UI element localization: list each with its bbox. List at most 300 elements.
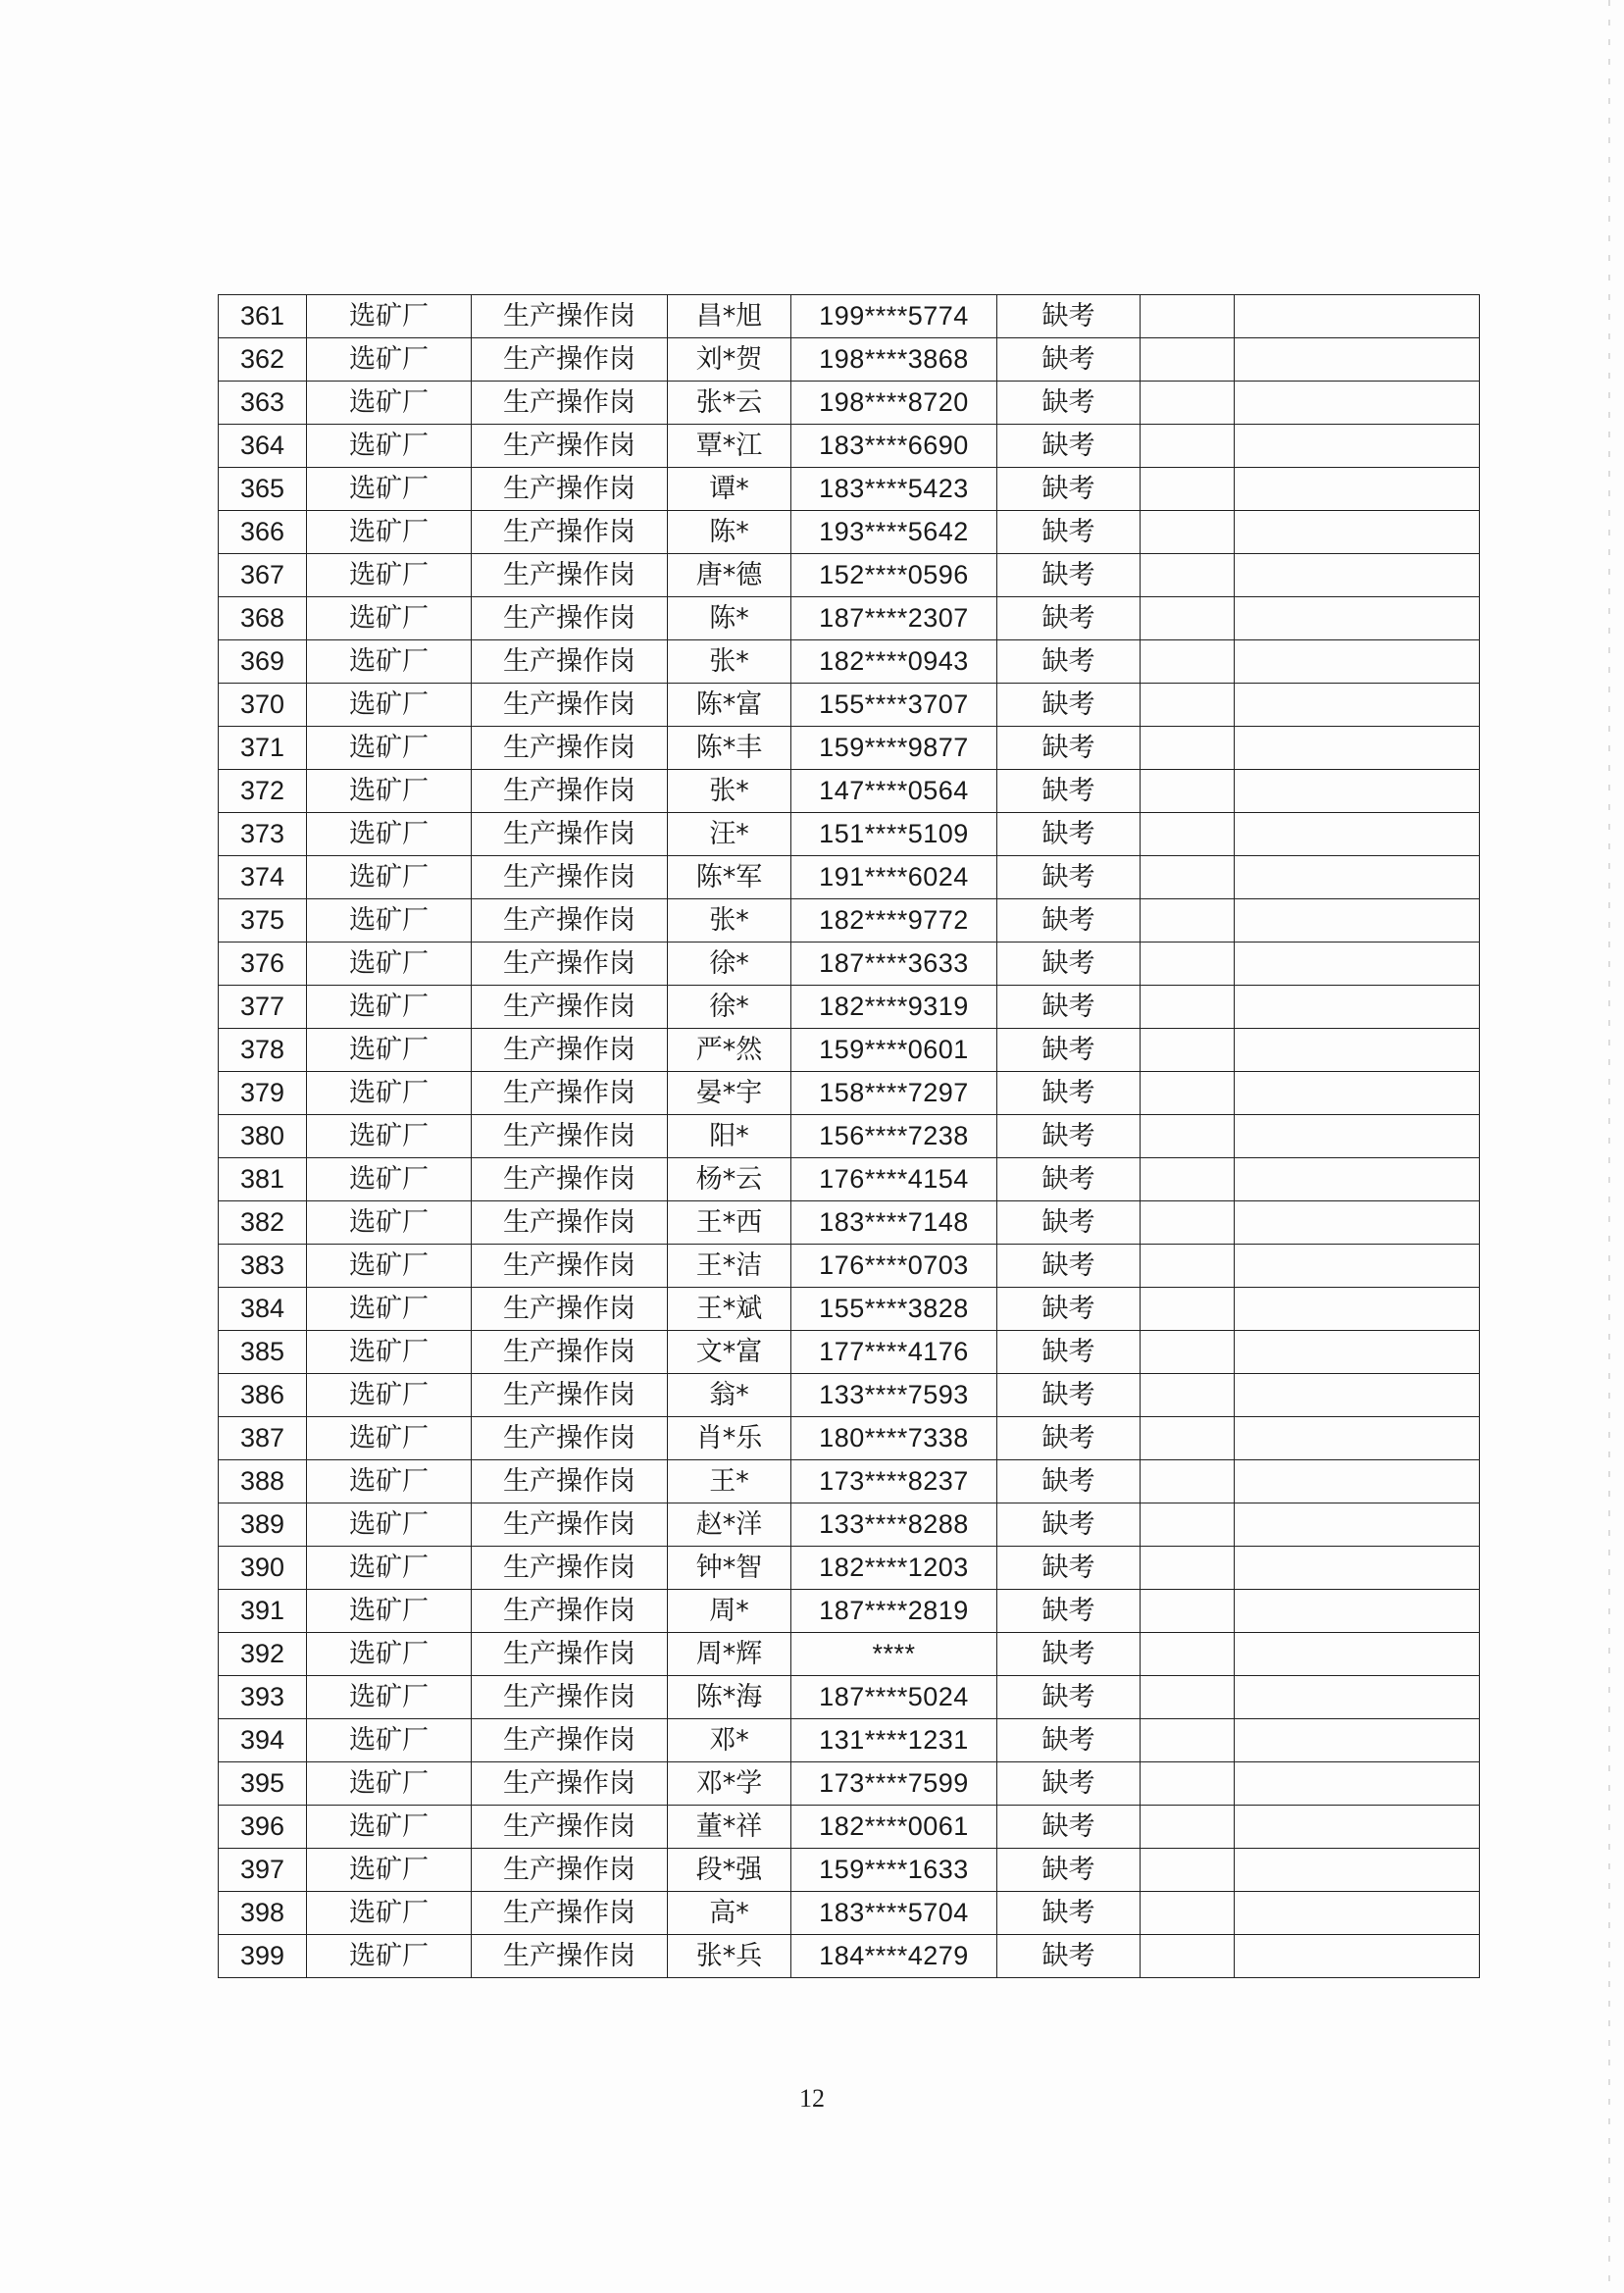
name-cell: 邓* [668, 1719, 791, 1762]
department-cell: 选矿厂 [307, 1762, 472, 1806]
row-number-cell: 384 [219, 1288, 307, 1331]
position-cell: 生产操作岗 [472, 295, 668, 338]
phone-cell: 182****9319 [791, 986, 997, 1029]
status-cell: 缺考 [997, 899, 1141, 943]
row-number-cell: 377 [219, 986, 307, 1029]
phone-cell: 176****4154 [791, 1158, 997, 1201]
department-cell: 选矿厂 [307, 511, 472, 554]
position-cell: 生产操作岗 [472, 1503, 668, 1547]
position-cell: 生产操作岗 [472, 1762, 668, 1806]
status-cell: 缺考 [997, 1460, 1141, 1503]
department-cell: 选矿厂 [307, 382, 472, 425]
department-cell: 选矿厂 [307, 1547, 472, 1590]
status-cell: 缺考 [997, 1590, 1141, 1633]
table-row [219, 1029, 1480, 1072]
name-cell: 张* [668, 770, 791, 813]
position-cell: 生产操作岗 [472, 1374, 668, 1417]
phone-cell: 183****5423 [791, 468, 997, 511]
status-cell: 缺考 [997, 382, 1141, 425]
name-cell: 徐* [668, 943, 791, 986]
table-row [219, 856, 1480, 899]
blank-cell [1141, 1719, 1235, 1762]
blank-cell [1141, 382, 1235, 425]
row-number-cell: 366 [219, 511, 307, 554]
status-cell: 缺考 [997, 684, 1141, 727]
row-number-cell: 391 [219, 1590, 307, 1633]
phone-cell: 131****1231 [791, 1719, 997, 1762]
blank-cell [1141, 1029, 1235, 1072]
department-cell: 选矿厂 [307, 986, 472, 1029]
blank-cell [1235, 856, 1480, 899]
name-cell: 段*强 [668, 1849, 791, 1892]
name-cell: 王*斌 [668, 1288, 791, 1331]
blank-cell [1235, 1245, 1480, 1288]
blank-cell [1141, 425, 1235, 468]
blank-cell [1141, 1849, 1235, 1892]
blank-cell [1235, 1676, 1480, 1719]
phone-cell: 158****7297 [791, 1072, 997, 1115]
blank-cell [1235, 1935, 1480, 1978]
status-cell: 缺考 [997, 1892, 1141, 1935]
blank-cell [1235, 425, 1480, 468]
blank-cell [1141, 1935, 1235, 1978]
position-cell: 生产操作岗 [472, 338, 668, 382]
row-number-cell: 367 [219, 554, 307, 597]
status-cell: 缺考 [997, 986, 1141, 1029]
name-cell: 邓*学 [668, 1762, 791, 1806]
blank-cell [1141, 727, 1235, 770]
blank-cell [1141, 943, 1235, 986]
status-cell: 缺考 [997, 1158, 1141, 1201]
position-cell: 生产操作岗 [472, 468, 668, 511]
status-cell: 缺考 [997, 1676, 1141, 1719]
position-cell: 生产操作岗 [472, 554, 668, 597]
blank-cell [1235, 1158, 1480, 1201]
row-number-cell: 368 [219, 597, 307, 640]
department-cell: 选矿厂 [307, 813, 472, 856]
department-cell: 选矿厂 [307, 1072, 472, 1115]
blank-cell [1141, 554, 1235, 597]
row-number-cell: 375 [219, 899, 307, 943]
name-cell: 晏*宇 [668, 1072, 791, 1115]
phone-cell: 187****5024 [791, 1676, 997, 1719]
blank-cell [1141, 856, 1235, 899]
blank-cell [1235, 511, 1480, 554]
table-row [219, 770, 1480, 813]
position-cell: 生产操作岗 [472, 1935, 668, 1978]
name-cell: 陈* [668, 511, 791, 554]
page-number: 12 [799, 2084, 825, 2113]
phone-cell: 183****6690 [791, 425, 997, 468]
blank-cell [1235, 1417, 1480, 1460]
department-cell: 选矿厂 [307, 1158, 472, 1201]
phone-cell: **** [791, 1633, 997, 1676]
table-row [219, 1288, 1480, 1331]
blank-cell [1141, 1201, 1235, 1245]
status-cell: 缺考 [997, 1633, 1141, 1676]
department-cell: 选矿厂 [307, 856, 472, 899]
blank-cell [1235, 727, 1480, 770]
department-cell: 选矿厂 [307, 1849, 472, 1892]
position-cell: 生产操作岗 [472, 1029, 668, 1072]
position-cell: 生产操作岗 [472, 1417, 668, 1460]
row-number-cell: 362 [219, 338, 307, 382]
blank-cell [1235, 899, 1480, 943]
table-row [219, 1892, 1480, 1935]
blank-cell [1141, 1762, 1235, 1806]
row-number-cell: 390 [219, 1547, 307, 1590]
department-cell: 选矿厂 [307, 1288, 472, 1331]
name-cell: 陈* [668, 597, 791, 640]
table-row [219, 1935, 1480, 1978]
blank-cell [1235, 1590, 1480, 1633]
table-row [219, 1072, 1480, 1115]
blank-cell [1141, 468, 1235, 511]
phone-cell: 187****2307 [791, 597, 997, 640]
position-cell: 生产操作岗 [472, 425, 668, 468]
name-cell: 周*辉 [668, 1633, 791, 1676]
department-cell: 选矿厂 [307, 1201, 472, 1245]
status-cell: 缺考 [997, 1503, 1141, 1547]
position-cell: 生产操作岗 [472, 1201, 668, 1245]
name-cell: 汪* [668, 813, 791, 856]
department-cell: 选矿厂 [307, 1460, 472, 1503]
department-cell: 选矿厂 [307, 554, 472, 597]
name-cell: 昌*旭 [668, 295, 791, 338]
row-number-cell: 361 [219, 295, 307, 338]
phone-cell: 182****9772 [791, 899, 997, 943]
position-cell: 生产操作岗 [472, 1633, 668, 1676]
status-cell: 缺考 [997, 597, 1141, 640]
phone-cell: 176****0703 [791, 1245, 997, 1288]
status-cell: 缺考 [997, 1374, 1141, 1417]
position-cell: 生产操作岗 [472, 382, 668, 425]
status-cell: 缺考 [997, 1245, 1141, 1288]
position-cell: 生产操作岗 [472, 770, 668, 813]
status-cell: 缺考 [997, 1072, 1141, 1115]
status-cell: 缺考 [997, 943, 1141, 986]
position-cell: 生产操作岗 [472, 899, 668, 943]
table-row [219, 1115, 1480, 1158]
position-cell: 生产操作岗 [472, 1849, 668, 1892]
row-number-cell: 387 [219, 1417, 307, 1460]
status-cell: 缺考 [997, 338, 1141, 382]
status-cell: 缺考 [997, 468, 1141, 511]
table-row [219, 813, 1480, 856]
status-cell: 缺考 [997, 1935, 1141, 1978]
table-row [219, 684, 1480, 727]
row-number-cell: 363 [219, 382, 307, 425]
blank-cell [1141, 1503, 1235, 1547]
row-number-cell: 394 [219, 1719, 307, 1762]
table-row [219, 1460, 1480, 1503]
table-row [219, 1806, 1480, 1849]
department-cell: 选矿厂 [307, 899, 472, 943]
position-cell: 生产操作岗 [472, 597, 668, 640]
phone-cell: 182****1203 [791, 1547, 997, 1590]
status-cell: 缺考 [997, 1849, 1141, 1892]
blank-cell [1141, 1331, 1235, 1374]
blank-cell [1141, 1460, 1235, 1503]
blank-cell [1235, 1547, 1480, 1590]
blank-cell [1235, 1115, 1480, 1158]
row-number-cell: 365 [219, 468, 307, 511]
blank-cell [1235, 1503, 1480, 1547]
position-cell: 生产操作岗 [472, 1547, 668, 1590]
status-cell: 缺考 [997, 1762, 1141, 1806]
scan-edge-mark [1608, 0, 1610, 2293]
row-number-cell: 374 [219, 856, 307, 899]
name-cell: 覃*江 [668, 425, 791, 468]
phone-cell: 156****7238 [791, 1115, 997, 1158]
position-cell: 生产操作岗 [472, 727, 668, 770]
blank-cell [1235, 382, 1480, 425]
table-row [219, 899, 1480, 943]
status-cell: 缺考 [997, 511, 1141, 554]
row-number-cell: 372 [219, 770, 307, 813]
row-number-cell: 388 [219, 1460, 307, 1503]
table-row [219, 1676, 1480, 1719]
position-cell: 生产操作岗 [472, 1806, 668, 1849]
table-row [219, 943, 1480, 986]
status-cell: 缺考 [997, 856, 1141, 899]
name-cell: 严*然 [668, 1029, 791, 1072]
table-row [219, 597, 1480, 640]
department-cell: 选矿厂 [307, 1590, 472, 1633]
phone-cell: 159****1633 [791, 1849, 997, 1892]
department-cell: 选矿厂 [307, 1935, 472, 1978]
position-cell: 生产操作岗 [472, 1460, 668, 1503]
position-cell: 生产操作岗 [472, 684, 668, 727]
table-row [219, 640, 1480, 684]
row-number-cell: 392 [219, 1633, 307, 1676]
phone-cell: 180****7338 [791, 1417, 997, 1460]
position-cell: 生产操作岗 [472, 1115, 668, 1158]
blank-cell [1235, 1806, 1480, 1849]
department-cell: 选矿厂 [307, 1806, 472, 1849]
position-cell: 生产操作岗 [472, 511, 668, 554]
row-number-cell: 380 [219, 1115, 307, 1158]
table-row [219, 1503, 1480, 1547]
blank-cell [1141, 813, 1235, 856]
row-number-cell: 371 [219, 727, 307, 770]
row-number-cell: 398 [219, 1892, 307, 1935]
department-cell: 选矿厂 [307, 1331, 472, 1374]
phone-cell: 187****3633 [791, 943, 997, 986]
phone-cell: 182****0061 [791, 1806, 997, 1849]
row-number-cell: 396 [219, 1806, 307, 1849]
blank-cell [1141, 295, 1235, 338]
roster-table-body [219, 295, 1480, 1978]
phone-cell: 198****3868 [791, 338, 997, 382]
blank-cell [1141, 511, 1235, 554]
phone-cell: 133****8288 [791, 1503, 997, 1547]
department-cell: 选矿厂 [307, 1503, 472, 1547]
row-number-cell: 389 [219, 1503, 307, 1547]
blank-cell [1141, 1072, 1235, 1115]
name-cell: 陈*海 [668, 1676, 791, 1719]
department-cell: 选矿厂 [307, 338, 472, 382]
phone-cell: 198****8720 [791, 382, 997, 425]
name-cell: 张*兵 [668, 1935, 791, 1978]
phone-cell: 173****7599 [791, 1762, 997, 1806]
row-number-cell: 399 [219, 1935, 307, 1978]
department-cell: 选矿厂 [307, 468, 472, 511]
blank-cell [1235, 684, 1480, 727]
blank-cell [1235, 597, 1480, 640]
position-cell: 生产操作岗 [472, 813, 668, 856]
blank-cell [1141, 1806, 1235, 1849]
table-row [219, 1633, 1480, 1676]
department-cell: 选矿厂 [307, 727, 472, 770]
row-number-cell: 379 [219, 1072, 307, 1115]
position-cell: 生产操作岗 [472, 856, 668, 899]
name-cell: 肖*乐 [668, 1417, 791, 1460]
blank-cell [1235, 943, 1480, 986]
blank-cell [1235, 1849, 1480, 1892]
position-cell: 生产操作岗 [472, 1245, 668, 1288]
phone-cell: 193****5642 [791, 511, 997, 554]
phone-cell: 177****4176 [791, 1331, 997, 1374]
name-cell: 陈*富 [668, 684, 791, 727]
phone-cell: 191****6024 [791, 856, 997, 899]
department-cell: 选矿厂 [307, 640, 472, 684]
phone-cell: 173****8237 [791, 1460, 997, 1503]
position-cell: 生产操作岗 [472, 986, 668, 1029]
table-row [219, 1590, 1480, 1633]
phone-cell: 155****3828 [791, 1288, 997, 1331]
table-row [219, 1762, 1480, 1806]
blank-cell [1235, 1288, 1480, 1331]
status-cell: 缺考 [997, 727, 1141, 770]
department-cell: 选矿厂 [307, 1633, 472, 1676]
department-cell: 选矿厂 [307, 1115, 472, 1158]
phone-cell: 183****5704 [791, 1892, 997, 1935]
phone-cell: 187****2819 [791, 1590, 997, 1633]
blank-cell [1141, 1417, 1235, 1460]
blank-cell [1141, 1676, 1235, 1719]
department-cell: 选矿厂 [307, 295, 472, 338]
row-number-cell: 376 [219, 943, 307, 986]
blank-cell [1235, 554, 1480, 597]
status-cell: 缺考 [997, 1547, 1141, 1590]
name-cell: 陈*丰 [668, 727, 791, 770]
status-cell: 缺考 [997, 554, 1141, 597]
status-cell: 缺考 [997, 640, 1141, 684]
row-number-cell: 370 [219, 684, 307, 727]
name-cell: 杨*云 [668, 1158, 791, 1201]
phone-cell: 184****4279 [791, 1935, 997, 1978]
table-row [219, 1158, 1480, 1201]
department-cell: 选矿厂 [307, 943, 472, 986]
name-cell: 高* [668, 1892, 791, 1935]
row-number-cell: 382 [219, 1201, 307, 1245]
blank-cell [1235, 640, 1480, 684]
row-number-cell: 381 [219, 1158, 307, 1201]
name-cell: 谭* [668, 468, 791, 511]
blank-cell [1141, 1892, 1235, 1935]
blank-cell [1141, 597, 1235, 640]
phone-cell: 159****9877 [791, 727, 997, 770]
table-row [219, 1245, 1480, 1288]
department-cell: 选矿厂 [307, 1892, 472, 1935]
row-number-cell: 386 [219, 1374, 307, 1417]
roster-table-wrapper [218, 294, 1479, 1978]
blank-cell [1235, 770, 1480, 813]
blank-cell [1141, 1158, 1235, 1201]
row-number-cell: 369 [219, 640, 307, 684]
blank-cell [1141, 338, 1235, 382]
name-cell: 钟*智 [668, 1547, 791, 1590]
blank-cell [1235, 1029, 1480, 1072]
name-cell: 张*云 [668, 382, 791, 425]
status-cell: 缺考 [997, 1806, 1141, 1849]
blank-cell [1235, 468, 1480, 511]
status-cell: 缺考 [997, 1288, 1141, 1331]
phone-cell: 151****5109 [791, 813, 997, 856]
blank-cell [1141, 1590, 1235, 1633]
position-cell: 生产操作岗 [472, 943, 668, 986]
row-number-cell: 395 [219, 1762, 307, 1806]
blank-cell [1235, 1633, 1480, 1676]
table-row [219, 1417, 1480, 1460]
phone-cell: 182****0943 [791, 640, 997, 684]
name-cell: 董*祥 [668, 1806, 791, 1849]
position-cell: 生产操作岗 [472, 1158, 668, 1201]
name-cell: 翁* [668, 1374, 791, 1417]
blank-cell [1141, 1245, 1235, 1288]
position-cell: 生产操作岗 [472, 1331, 668, 1374]
department-cell: 选矿厂 [307, 1245, 472, 1288]
blank-cell [1235, 813, 1480, 856]
table-row [219, 1201, 1480, 1245]
row-number-cell: 385 [219, 1331, 307, 1374]
name-cell: 张* [668, 899, 791, 943]
table-row [219, 382, 1480, 425]
table-row [219, 338, 1480, 382]
blank-cell [1141, 899, 1235, 943]
table-row [219, 295, 1480, 338]
status-cell: 缺考 [997, 1115, 1141, 1158]
department-cell: 选矿厂 [307, 1374, 472, 1417]
status-cell: 缺考 [997, 813, 1141, 856]
status-cell: 缺考 [997, 1029, 1141, 1072]
name-cell: 赵*洋 [668, 1503, 791, 1547]
name-cell: 王*西 [668, 1201, 791, 1245]
status-cell: 缺考 [997, 425, 1141, 468]
table-row [219, 727, 1480, 770]
position-cell: 生产操作岗 [472, 1590, 668, 1633]
blank-cell [1141, 1633, 1235, 1676]
blank-cell [1235, 338, 1480, 382]
phone-cell: 152****0596 [791, 554, 997, 597]
name-cell: 刘*贺 [668, 338, 791, 382]
phone-cell: 133****7593 [791, 1374, 997, 1417]
table-row [219, 511, 1480, 554]
department-cell: 选矿厂 [307, 770, 472, 813]
department-cell: 选矿厂 [307, 1029, 472, 1072]
status-cell: 缺考 [997, 1331, 1141, 1374]
status-cell: 缺考 [997, 770, 1141, 813]
position-cell: 生产操作岗 [472, 1288, 668, 1331]
table-row [219, 468, 1480, 511]
status-cell: 缺考 [997, 1417, 1141, 1460]
department-cell: 选矿厂 [307, 1676, 472, 1719]
row-number-cell: 393 [219, 1676, 307, 1719]
name-cell: 王* [668, 1460, 791, 1503]
table-row [219, 554, 1480, 597]
table-row [219, 1719, 1480, 1762]
